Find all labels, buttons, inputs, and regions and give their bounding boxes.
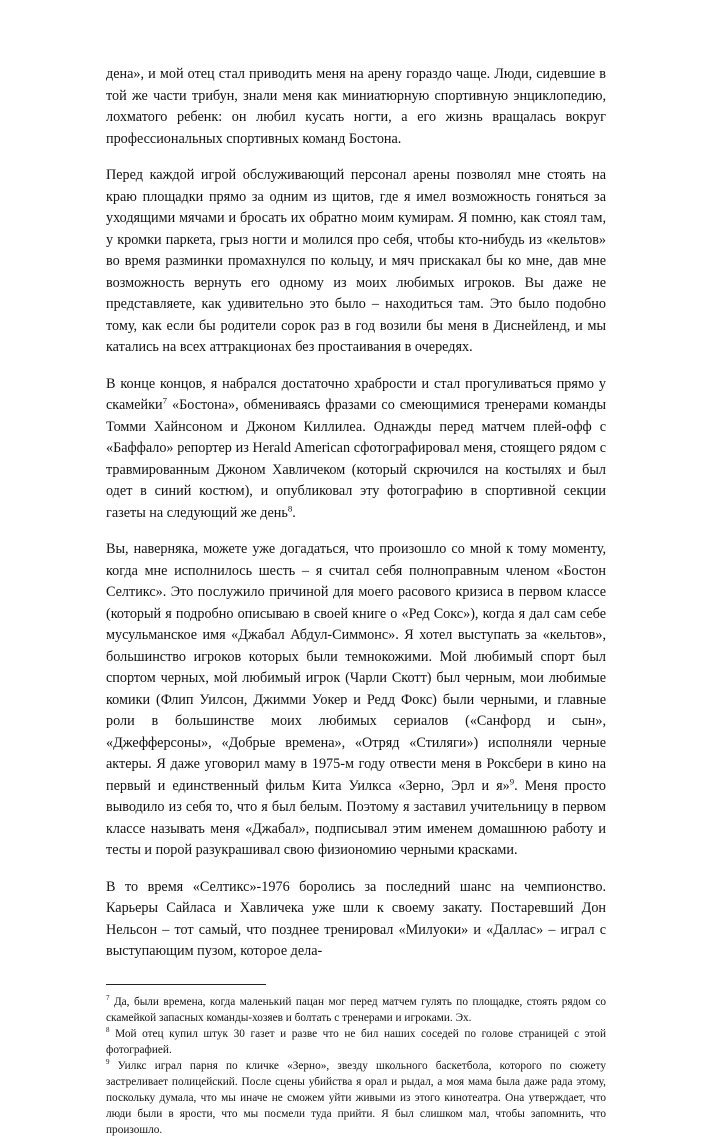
paragraph-3 (106, 374, 606, 525)
footnote-9 (106, 1058, 606, 1138)
footnote-divider (106, 984, 266, 985)
footnote-ref-7: 7 (162, 395, 168, 406)
footnote-ref-9: 9 (509, 775, 515, 786)
paragraph-text: . Меня просто выводило из себя то, что я был белым. Поэтому я заставил учительницу в первом классе называть меня «Джабал», подписывал этим именем домашнюю работу и тесты и порой разукрашивал свою физиономию черными красками. (106, 777, 606, 858)
paragraph-text: В то время «Селтикс»-1976 боролись за последний шанс на чемпионство. Карьеры Сайласа и Хавличека уже шли к своему закату. Постаревший Дон Нельсон – тот самый, что позднее тренировал «Милуоки» и «Даллас» – играл с выступающим пузом, которое дела- (106, 878, 606, 959)
footnote-number: 8 (106, 1025, 110, 1034)
paragraph-4 (106, 539, 606, 862)
paragraph-text: Вы, наверняка, можете уже догадаться, что произошло со мной к тому моменту, когда мне исполнилось шесть – я считал себя полноправным членом «Бостон Селтикс». Это послужило причиной для моего расового кризиса в первом классе (который я подробно описываю в своей книге о «Ред Сокс»), когда я дал сам себе мусульманское имя «Джабал Абдул-Симмонс». Я хотел выступать за «кельтов», большинство игроков которых были темнокожими. Мой любимый спорт был спортом черных, мой любимый игрок (Чарли Скотт) был черным, мои любимые комики (Флип Уилсон, Джимми Уокер и Редд Фокс) были черными, и главные роли в большинстве моих любимых сериалов («Санфорд и сын», «Джефферсоны», «Добрые времена», «Отряд «Стиляги») исполняли черные актеры. Я даже уговорил маму в 1975-м году отвести меня в Роксбери в кино на первый и единственный фильм Кита Уилкса «Зерно, Эрл и я» (106, 541, 606, 794)
footnote-ref-8: 8 (287, 502, 293, 513)
footnote-8 (106, 1026, 606, 1058)
paragraph-text: дена», и мой отец стал приводить меня на арену гораздо чаще. Люди, сидевшие в той же части трибун, знали меня как миниатюрную спортивную энциклопедию, лохматого ребенк: он любил кусать ногти, а его жизнь вращалась вокруг профессиональных спортивных команд Бостона. (106, 66, 606, 147)
document-page (106, 64, 606, 1138)
paragraph-5 (106, 877, 606, 963)
footnote-text: Уилкс играл парня по кличке «Зерно», звезду школьного баскетбола, которого по сюжету застреливает полицейский. После сцены убийства я орал и рыдал, а моя мама была даже рада этому, поскольку думала, что мы иначе не сможем уйти живыми из этого кинотеатра. Она утверждает, что люди были в ярости, что мы посмели туда прийти. Я был слишком мал, чтобы запомнить, что произошло. (106, 1059, 606, 1136)
footnote-text: Мой отец купил штук 30 газет и разве что не бил наших соседей по голове страницей с этой фотографией. (106, 1027, 606, 1056)
footnote-number: 9 (106, 1057, 110, 1066)
paragraph-text: . (292, 504, 296, 521)
footnote-text: Да, были времена, когда маленький пацан мог перед матчем гулять по площадке, стоять рядом со скамейкой запасных команды-хозяев и болтать с тренерами и игроками. Эх. (106, 995, 606, 1024)
footnote-number: 7 (106, 993, 110, 1002)
paragraph-2 (106, 165, 606, 359)
paragraph-text: В конце концов, я набрался достаточно храбрости и стал прогуливаться прямо у скамейки (106, 375, 606, 413)
footnote-7 (106, 994, 606, 1026)
paragraph-1 (106, 64, 606, 150)
paragraph-text: «Бостона», обмениваясь фразами со смеющимися тренерами команды Томми Хайнсоном и Джоном Киллилеа. Однажды перед матчем плей-офф с «Баффало» репортер из Herald American сфотографировал меня, стоящего рядом с травмированным Джоном Хавличеком (который скрючился на костылях и был одет в синий костюм), и опубликовал эту фотографию в спортивной секции газеты на следующий же день (106, 397, 606, 521)
paragraph-text: Перед каждой игрой обслуживающий персонал арены позволял мне стоять на краю площадки прямо за одним из щитов, где я имел возможность гоняться за уходящими мячами и бросать их обратно моим кумирам. Я помню, как стоял там, у кромки паркета, грыз ногти и молился про себя, чтобы кто-нибудь из «кельтов» во время разминки промахнулся по кольцу, и мяч прискакал бы ко мне, дав мне возможность вернуть его одному из моих любимых игроков. Вы даже не представляете, как удивительно это было – находиться там. Это было подобно тому, как если бы родители сорок раз в год возили бы меня в Диснейленд, и мы катались на всех аттракционах без простаивания в очередях. (106, 167, 606, 355)
